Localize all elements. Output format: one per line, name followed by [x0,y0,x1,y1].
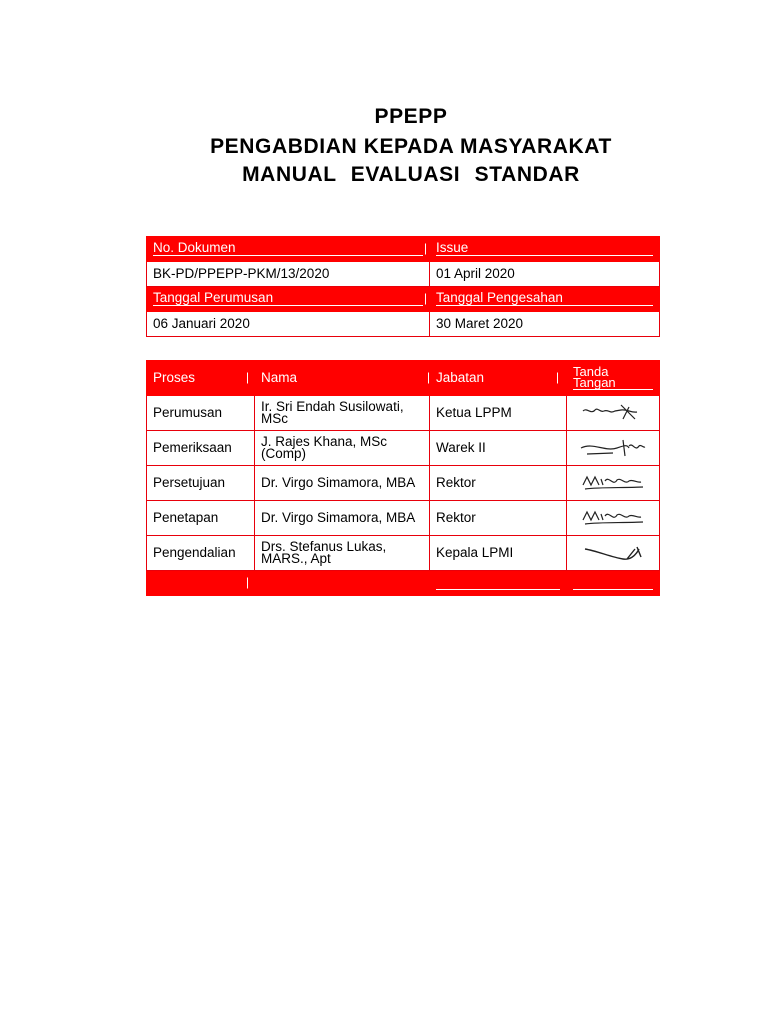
document-info-table [146,236,660,337]
header-divider-mark [247,373,248,384]
proses-cell: Perumusan [147,396,255,431]
tanda-tangan-header [567,361,660,396]
approval-row [147,536,660,571]
proses-cell: Penetapan [147,501,255,536]
no-dokumen-header [147,237,430,262]
footer-cell [147,571,255,596]
jabatan-header [430,361,567,396]
footer-underline [573,576,653,590]
approval-row [147,431,660,466]
header-divider-mark [247,578,248,589]
nama-cell: Drs. Stefanus Lukas, MARS., Apt [255,536,430,571]
footer-cell [567,571,660,596]
footer-cell [430,571,567,596]
nama-header-label: Nama [261,370,298,385]
issue-header [430,237,660,262]
tanggal-perumusan-label: Tanggal Perumusan [153,292,423,306]
tanda-tangan-label-line2: Tangan [573,377,653,390]
jabatan-header-label: Jabatan [436,370,485,385]
document-manual-title: MANUAL EVALUASI STANDAR [242,163,580,186]
approval-header-row [147,361,660,396]
signature-cell [567,536,660,571]
header-divider-mark [557,373,558,384]
approval-row [147,396,660,431]
proses-cell: Pemeriksaan [147,431,255,466]
header-divider-mark [425,294,426,305]
tanggal-perumusan-header [147,287,430,312]
tanggal-pengesahan-value: 30 Maret 2020 [430,312,660,337]
approval-footer-row [147,571,660,596]
document-info-header-row [147,237,660,262]
tanggal-pengesahan-label: Tanggal Pengesahan [436,292,653,306]
document-dates-header-row [147,287,660,312]
signature-image [577,506,649,530]
signature-image [577,471,649,495]
jabatan-cell: Ketua LPPM [430,396,567,431]
proses-cell: Persetujuan [147,466,255,501]
signature-cell [567,396,660,431]
tanda-tangan-label-line1: Tanda [573,364,609,379]
issue-label: Issue [436,242,653,256]
signature-image [577,401,649,425]
no-dokumen-value: BK-PD/PPEPP-PKM/13/2020 [147,262,430,287]
proses-header [147,361,255,396]
footer-underline [436,576,560,590]
signature-image [577,541,649,565]
jabatan-cell: Rektor [430,466,567,501]
nama-cell: Dr. Virgo Simamora, MBA [255,501,430,536]
tanggal-pengesahan-header [430,287,660,312]
footer-cell [255,571,430,596]
document-info-value-row [147,262,660,287]
nama-cell: Ir. Sri Endah Susilowati, MSc [255,396,430,431]
signature-image [577,436,649,460]
proses-header-label: Proses [153,370,196,385]
document-dates-value-row [147,312,660,337]
signature-cell [567,466,660,501]
signature-cell [567,431,660,466]
approval-row [147,501,660,536]
no-dokumen-label: No. Dokumen [153,242,423,256]
nama-cell: Dr. Virgo Simamora, MBA [255,466,430,501]
document-code-title: PPEPP [374,105,448,128]
approval-table [146,360,660,596]
jabatan-cell: Kepala LPMI [430,536,567,571]
approval-row [147,466,660,501]
nama-header [255,361,430,396]
issue-value: 01 April 2020 [430,262,660,287]
jabatan-cell: Warek II [430,431,567,466]
tanggal-perumusan-value: 06 Januari 2020 [147,312,430,337]
proses-cell: Pengendalian [147,536,255,571]
jabatan-cell: Rektor [430,501,567,536]
nama-cell: J. Rajes Khana, MSc (Comp) [255,431,430,466]
header-divider-mark [425,244,426,255]
document-subject-title: PENGABDIAN KEPADA MASYARAKAT [210,135,612,158]
signature-cell [567,501,660,536]
